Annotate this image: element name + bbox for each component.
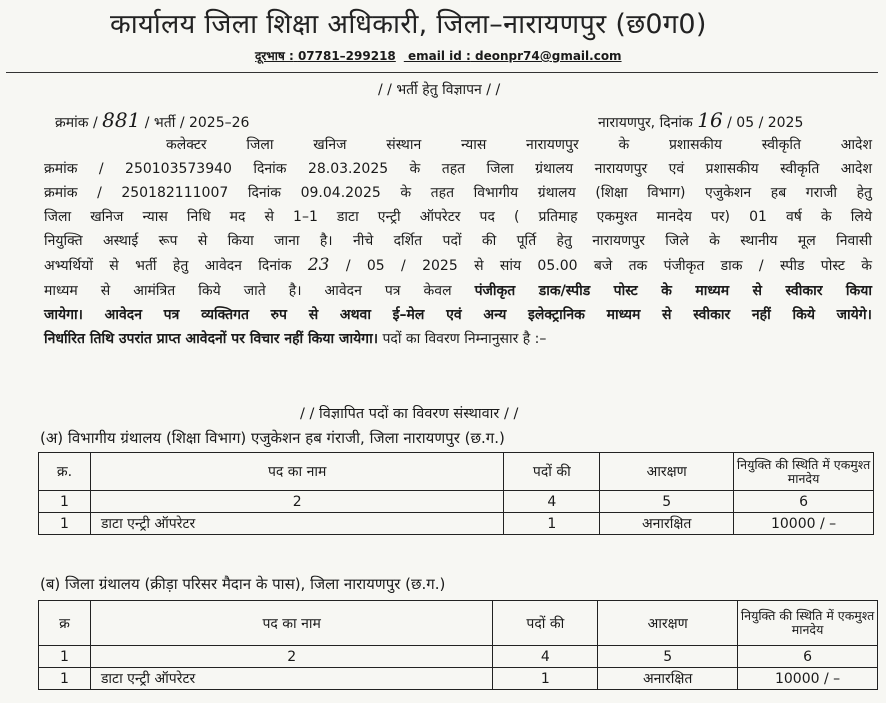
table-b-header: नियुक्ति की स्थिति में एकमुश्त मानदेय bbox=[738, 601, 878, 646]
ref-suffix: / भर्ती / 2025–26 bbox=[144, 115, 250, 131]
table-a-header: नियुक्ति की स्थिति में एकमुश्त मानदेय bbox=[734, 453, 874, 491]
table-cell: 10000 / – bbox=[738, 668, 878, 690]
body-line-5: नियुक्ति अस्थाई रूप से किया जाना है। नीचे दर्शित पदों की पूर्ति हेतु नारायणपुर जिले के स्थानीय मूल निवासी bbox=[44, 233, 872, 250]
table-b-header: आरक्षण bbox=[598, 601, 738, 646]
table-cell: 5 bbox=[598, 646, 738, 668]
table-a-header: आरक्षण bbox=[600, 453, 734, 491]
table-a-header: क्र. bbox=[39, 453, 91, 491]
table-a-header: पद का नाम bbox=[90, 453, 503, 491]
table-cell: 6 bbox=[738, 646, 878, 668]
table-b-heading: (ब) जिला ग्रंथालय (क्रीड़ा परिसर मैदान के पास), जिला नारायणपुर (छ.ग.) bbox=[40, 575, 446, 593]
body-line-9-bold: निर्धारित तिथि उपरांत प्राप्त आवेदनों पर विचार नहीं किया जायेगा। bbox=[44, 330, 379, 347]
section-title: / / विज्ञापित पदों का विवरण संस्थावार / / bbox=[300, 406, 519, 422]
email-label: email id : bbox=[407, 49, 471, 63]
body-line-9-post: पदों का विवरण निम्नानुसार है :– bbox=[382, 330, 547, 347]
table-b-data-row bbox=[39, 668, 878, 690]
table-cell: 1 bbox=[39, 513, 91, 535]
table-b-header: पद का नाम bbox=[90, 601, 492, 646]
body-line-8-bold: जायेगा। आवेदन पत्र व्यक्तिगत रुप से अथवा ई–मेल एवं अन्य इलेक्ट्रानिक माध्यम से स्वीकार नहीं किये जायेगे। bbox=[44, 306, 872, 323]
table-cell: 2 bbox=[90, 491, 503, 513]
table-cell: 1 bbox=[493, 668, 598, 690]
table-cell: 1 bbox=[504, 513, 600, 535]
table-cell: 5 bbox=[600, 491, 734, 513]
ref-prefix: क्रमांक / bbox=[55, 115, 98, 131]
email-address: deonpr74@gmail.com bbox=[475, 49, 622, 63]
body-line-6-post: / 05 / 2025 से सांय 05.00 बजे तक पंजीकृत डाक / स्पीड पोस्ट के bbox=[345, 258, 872, 275]
table-b bbox=[38, 600, 878, 690]
table-cell: 10000 / – bbox=[734, 513, 874, 535]
notice-body bbox=[44, 133, 872, 351]
table-cell: डाटा एन्ट्री ऑपरेटर bbox=[90, 513, 503, 535]
body-line-6-handwritten: 23 bbox=[307, 255, 330, 276]
table-cell: 4 bbox=[504, 491, 600, 513]
body-line-7-pre: माध्यम से आमंत्रित किये जाते है। आवेदन पत्र केवल bbox=[44, 282, 452, 299]
body-line-3: क्रमांक / 250182111007 दिनांक 09.04.2025 के तहत विभागीय ग्रंथालय (शिक्षा विभाग) एजुकेशन हब गराजी हेतु bbox=[44, 185, 872, 202]
body-line-4: जिला खनिज न्यास निधि मद से 1–1 डाटा एन्ट्री ऑपरेटर पद ( प्रतिमाह एकमुश्त मानदेय पर) 01 वर्ष के लिये bbox=[44, 209, 872, 226]
table-b-header-row bbox=[39, 601, 878, 646]
date-suffix: / 05 / 2025 bbox=[727, 115, 804, 131]
table-a-heading: (अ) विभागीय ग्रंथालय (शिक्षा विभाग) एजुकेशन हब गंराजी, जिला नारायणपुर (छ.ग.) bbox=[40, 429, 505, 447]
table-cell: 6 bbox=[734, 491, 874, 513]
table-cell: अनारक्षित bbox=[600, 513, 734, 535]
office-title: कार्यालय जिला शिक्षा अधिकारी, जिला–नारायणपुर (छ0ग0) bbox=[110, 9, 707, 40]
body-line-9 bbox=[44, 327, 872, 351]
table-a-header: पदों की bbox=[504, 453, 600, 491]
notice-date bbox=[598, 108, 803, 132]
body-line-1: कलेक्टर जिला खनिज संस्थान न्यास नारायणपुर के प्रशासकीय स्वीकृति आदेश bbox=[166, 137, 872, 153]
table-cell: 1 bbox=[39, 646, 91, 668]
phone-number: 07781–299218 bbox=[297, 49, 396, 63]
table-cell: 4 bbox=[493, 646, 598, 668]
phone-label: दूरभाष : bbox=[255, 49, 294, 63]
ref-number-handwritten: 881 bbox=[102, 108, 141, 132]
table-b-header: क्र bbox=[39, 601, 91, 646]
body-line-6 bbox=[44, 253, 872, 278]
table-b-index-row bbox=[39, 646, 878, 668]
table-a-index-row bbox=[39, 491, 874, 513]
table-a-data-row bbox=[39, 513, 874, 535]
body-line-8 bbox=[44, 303, 872, 327]
table-a bbox=[38, 452, 874, 535]
body-line-7-bold: पंजीकृत डाक/स्पीड पोस्ट के माध्यम से स्वीकार किया bbox=[474, 282, 872, 299]
table-cell: डाटा एन्ट्री ऑपरेटर bbox=[90, 668, 492, 690]
date-day-handwritten: 16 bbox=[697, 108, 723, 132]
table-cell: 1 bbox=[39, 668, 91, 690]
header-divider bbox=[6, 72, 878, 73]
notice-subtitle: / / भर्ती हेतु विज्ञापन / / bbox=[378, 82, 501, 98]
date-prefix: नारायणपुर, दिनांक bbox=[598, 115, 693, 131]
table-cell: 1 bbox=[39, 491, 91, 513]
body-line-6-pre: अभ्यर्थियों से भर्ती हेतु आवेदन दिनांक bbox=[44, 258, 292, 275]
table-cell: 2 bbox=[90, 646, 492, 668]
body-line-2: क्रमांक / 250103573940 दिनांक 28.03.2025 के तहत जिला ग्रंथालय नारायणपुर एवं प्रशासकीय स्वीकृति आदेश bbox=[44, 161, 872, 178]
contact-line bbox=[255, 47, 622, 64]
body-line-7 bbox=[44, 279, 872, 303]
table-b-header: पदों की bbox=[493, 601, 598, 646]
table-a-header-row bbox=[39, 453, 874, 491]
table-cell: अनारक्षित bbox=[598, 668, 738, 690]
reference-number bbox=[55, 108, 249, 132]
